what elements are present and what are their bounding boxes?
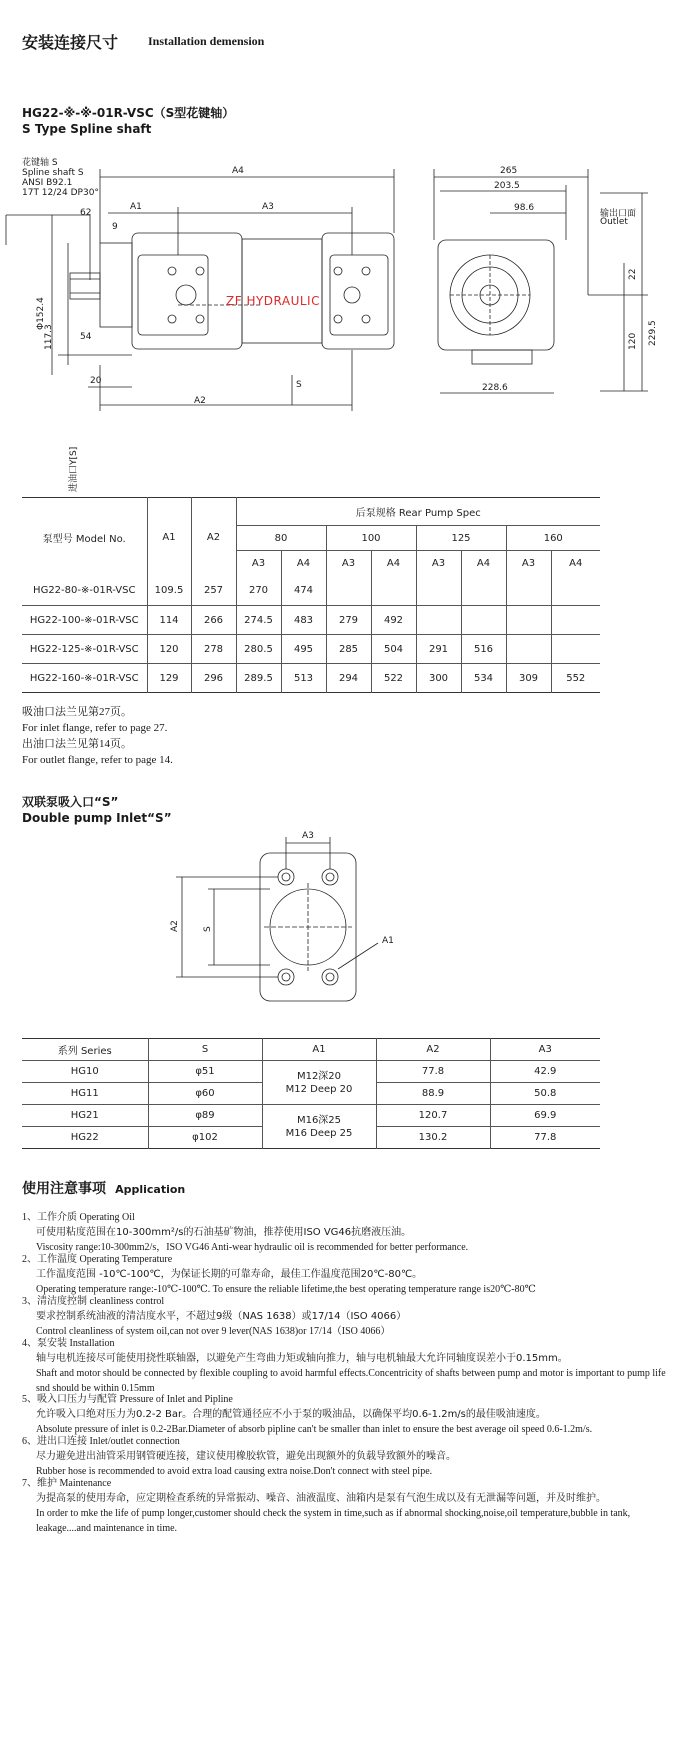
header-model: 泵型号 Model No. — [22, 498, 147, 577]
value-cell: 291 — [416, 635, 461, 664]
value-cell: 279 — [326, 606, 371, 635]
s-cell: φ60 — [148, 1083, 262, 1105]
application-item — [22, 1294, 682, 1339]
header-a1: A1 — [147, 498, 191, 577]
model-cell: HG22-160-※-01R-VSC — [22, 664, 147, 693]
watermark: ZF HYDRAULIC — [226, 294, 320, 308]
a1-line: M16 Deep 25 — [285, 1127, 353, 1139]
inlet-title-en: Double pump Inlet“S” — [22, 811, 172, 825]
page-title-cn: 安装连接尺寸 — [22, 33, 119, 52]
item-head: 7、维护 Maintenance — [22, 1478, 112, 1489]
value-cell — [461, 606, 506, 635]
outlet-label-en: Outlet — [600, 217, 628, 227]
sub-header: A3 — [326, 551, 371, 577]
item-en: Absolute pressure of inlet is 0.2-2Bar.Diameter of absorb pipline can't be smaller than inlet to ensure the best average oil speed 0.6-1.2m/s. — [36, 1424, 593, 1435]
value-cell — [506, 577, 551, 606]
series-header: 系列 Series — [22, 1039, 148, 1061]
series-cell: HG21 — [22, 1105, 148, 1127]
a2-cell: 88.9 — [376, 1083, 490, 1105]
value-cell: 516 — [461, 635, 506, 664]
model-table-body — [22, 577, 600, 693]
item-cn: 允许吸入口绝对压力为0.2-2 Bar。合理的配管通径应不小于泵的吸油品，以确保平均0.6-1.2m/s的最佳吸油速度。 — [36, 1409, 546, 1420]
series-cell: HG10 — [22, 1061, 148, 1083]
spline-note-line: 花键轴 S — [22, 158, 58, 168]
dim-22: 22 — [628, 268, 638, 280]
item-en: Shaft and motor should be connected by flexible coupling to avoid harmful effects.Concentricity of shafts between pump and motor is important to pump life snd should be within 0.15mm — [36, 1368, 666, 1394]
inlet-flange-drawing — [160, 825, 420, 1015]
model-cell: HG22-80-※-01R-VSC — [22, 577, 147, 606]
item-cn: 工作温度范围 -10℃-100℃，为保证长期的可靠寿命，最佳工作温度范围20℃-80℃。 — [36, 1269, 423, 1280]
dim-229-5: 229.5 — [648, 320, 658, 346]
value-cell — [416, 606, 461, 635]
value-cell — [371, 577, 416, 606]
value-cell: 266 — [191, 606, 236, 635]
dim-228-6: 228.6 — [482, 383, 508, 393]
dim-117: 117.3 — [44, 324, 54, 350]
series-cell: HG22 — [22, 1127, 148, 1149]
application-heading — [22, 1178, 185, 1198]
application-item — [22, 1434, 682, 1479]
note-line: 出油口法兰见第14页。 — [22, 738, 132, 750]
model-cell: HG22-100-※-01R-VSC — [22, 606, 147, 635]
value-cell — [506, 606, 551, 635]
item-head: 1、工作介质 Operating Oil — [22, 1212, 135, 1223]
value-cell: 483 — [281, 606, 326, 635]
sub-header: A3 — [506, 551, 551, 577]
value-cell: 522 — [371, 664, 416, 693]
spline-note-line: 17T 12/24 DP30° — [22, 188, 99, 198]
value-cell: 285 — [326, 635, 371, 664]
a2-cell: 77.8 — [376, 1061, 490, 1083]
item-cn: 要求控制系统油液的清洁度水平，不超过9级（NAS 1638）或17/14（ISO 4066） — [36, 1311, 407, 1322]
application-item — [22, 1252, 682, 1297]
dim-98-6: 98.6 — [514, 203, 535, 213]
inlet-dim-a2: A2 — [170, 920, 180, 932]
a2-cell: 120.7 — [376, 1105, 490, 1127]
value-cell: 296 — [191, 664, 236, 693]
value-cell: 492 — [371, 606, 416, 635]
model-line: HG22-※-※-01R-VSC（S型花键轴） — [22, 106, 235, 120]
dim-a3: A3 — [262, 202, 274, 212]
dim-265: 265 — [500, 166, 518, 176]
s-cell: φ89 — [148, 1105, 262, 1127]
item-en: In order to mke the life of pump longer,customer should check the system in time,such as if abnormal shocking,noise,oil temperature,bubble in tank, leakage....and maintenance in time. — [36, 1508, 631, 1534]
value-cell: 257 — [191, 577, 236, 606]
table-row — [22, 664, 600, 693]
a1-line: M16深25 — [296, 1114, 342, 1126]
value-cell — [326, 577, 371, 606]
application-title-en: Application — [115, 1183, 186, 1196]
model-sub: S Type Spline shaft — [22, 122, 152, 136]
value-cell — [461, 577, 506, 606]
value-cell: 280.5 — [236, 635, 281, 664]
value-cell: 504 — [371, 635, 416, 664]
dim-diameter: Φ152.4 — [36, 297, 46, 330]
dim-54: 54 — [80, 332, 92, 342]
a1-cell — [262, 1105, 376, 1149]
inlet-dim-s: S — [203, 926, 213, 932]
value-cell: 274.5 — [236, 606, 281, 635]
table-row — [22, 606, 600, 635]
s-cell: φ102 — [148, 1127, 262, 1149]
flange-notes — [22, 704, 173, 768]
value-cell: 278 — [191, 635, 236, 664]
spec-group: 125 — [416, 526, 506, 551]
dim-s: S — [296, 380, 302, 390]
inlet-y-label: 进油口Y[S] — [69, 446, 79, 492]
sub-header: A4 — [281, 551, 326, 577]
application-title-cn: 使用注意事项 — [22, 1181, 106, 1197]
value-cell: 495 — [281, 635, 326, 664]
table-row — [22, 635, 600, 664]
inlet-dim-a3: A3 — [302, 831, 314, 841]
spline-note — [22, 158, 99, 198]
item-cn: 可使用粘度范围在10-300mm²/s的石油基矿物油，推荐使用ISO VG46抗磨液压油。 — [36, 1227, 412, 1238]
a1-line: M12深20 — [296, 1070, 342, 1082]
a1-line: M12 Deep 20 — [285, 1083, 353, 1095]
value-cell — [551, 606, 600, 635]
dim-203-5: 203.5 — [494, 181, 520, 191]
item-head: 5、吸入口压力与配管 Pressure of Inlet and Pipline — [22, 1394, 233, 1405]
a1-cell — [262, 1061, 376, 1105]
dim-9: 9 — [112, 222, 118, 232]
model-cell: HG22-125-※-01R-VSC — [22, 635, 147, 664]
application-item — [22, 1210, 682, 1255]
spec-group: 160 — [506, 526, 600, 551]
note-line: 吸油口法兰见第27页。 — [22, 706, 132, 718]
value-cell: 300 — [416, 664, 461, 693]
inlet-dim-a1: A1 — [382, 936, 394, 946]
a3-header: A3 — [490, 1039, 600, 1061]
sub-header: A3 — [416, 551, 461, 577]
sub-header: A4 — [461, 551, 506, 577]
application-item — [22, 1336, 682, 1396]
dim-62: 62 — [80, 208, 92, 218]
item-cn: 为提高泵的使用寿命，应定期检查系统的异常振动、噪音、油液温度、油箱内是泵有气泡生成以及有无泄漏等问题，并及时维护。 — [36, 1493, 606, 1504]
item-en: Control cleanliness of system oil,can not over 9 lever(NAS 1638)or 17/14（ISO 4066） — [36, 1326, 391, 1337]
value-cell: 270 — [236, 577, 281, 606]
value-cell: 534 — [461, 664, 506, 693]
spec-group: 100 — [326, 526, 416, 551]
s-header: S — [148, 1039, 262, 1061]
value-cell: 294 — [326, 664, 371, 693]
series-cell: HG11 — [22, 1083, 148, 1105]
sub-header: A4 — [569, 558, 583, 570]
application-item — [22, 1476, 682, 1536]
item-en: Rubber hose is recommended to avoid extra load causing extra noise.Don't connect with steel pipe. — [36, 1466, 433, 1477]
value-cell: 114 — [147, 606, 191, 635]
value-cell: 474 — [281, 577, 326, 606]
outlet-label-cn: 输出口面 — [600, 209, 637, 219]
inlet-title-cn: 双联泵吸入口“S” — [22, 795, 119, 809]
inlet-series-table — [22, 1038, 600, 1149]
item-head: 3、清洁度控制 cleanliness control — [22, 1296, 165, 1307]
dim-120: 120 — [628, 332, 638, 350]
dim-a4: A4 — [232, 166, 244, 176]
value-cell: 513 — [281, 664, 326, 693]
header-a2: A2 — [191, 498, 236, 577]
item-head: 6、进出口连接 Inlet/outlet connection — [22, 1436, 180, 1447]
a3-cell: 77.8 — [534, 1132, 557, 1143]
item-head: 4、泵安装 Installation — [22, 1338, 115, 1349]
table-row — [22, 577, 600, 606]
spec-group: 80 — [236, 526, 326, 551]
a2-cell: 130.2 — [376, 1127, 490, 1149]
a3-cell: 50.8 — [490, 1083, 600, 1105]
installation-drawing — [0, 155, 700, 495]
item-cn: 尽力避免进出油管采用钢管硬连接，建议使用橡胶软管，避免出现额外的负载导致额外的噪音。 — [36, 1451, 456, 1462]
sub-header: A4 — [371, 551, 416, 577]
application-item — [22, 1392, 682, 1437]
item-en: Operating temperature range:-10℃-100℃. To ensure the reliable lifetime,the best operating temperature range is20℃-80℃ — [36, 1284, 536, 1295]
model-dimension-table — [22, 497, 600, 693]
sub-header: A3 — [236, 551, 281, 577]
item-cn: 轴与电机连接尽可能使用挠性联轴器，以避免产生弯曲力矩或轴向推力，轴与电机轴最大允许同轴度误差小于0.15mm。 — [36, 1353, 568, 1364]
value-cell — [551, 577, 600, 606]
spline-note-line: Spline shaft S — [22, 168, 84, 178]
value-cell — [506, 635, 551, 664]
value-cell — [416, 577, 461, 606]
spline-note-line: ANSI B92.1 — [22, 178, 73, 188]
dim-a1: A1 — [130, 202, 142, 212]
s-cell: φ51 — [148, 1061, 262, 1083]
value-cell: 552 — [566, 672, 586, 684]
value-cell: 309 — [506, 664, 551, 693]
a3-cell: 42.9 — [490, 1061, 600, 1083]
value-cell — [551, 635, 600, 664]
item-en: Viscosity range:10-300mm2/s，ISO VG46 Anti-wear hydraulic oil is recommended for better performance. — [36, 1242, 469, 1253]
value-cell: 109.5 — [147, 577, 191, 606]
value-cell: 289.5 — [236, 664, 281, 693]
value-cell: 120 — [147, 635, 191, 664]
header-rear-spec: 后泵规格 Rear Pump Spec — [236, 498, 600, 526]
a3-cell: 69.9 — [490, 1105, 600, 1127]
a1-header: A1 — [262, 1039, 376, 1061]
dim-a2: A2 — [194, 396, 206, 406]
page-title-en: Installation demension — [148, 34, 265, 48]
item-head: 2、工作温度 Operating Temperature — [22, 1254, 173, 1265]
note-line: For inlet flange, refer to page 27. — [22, 722, 168, 734]
a2-header: A2 — [376, 1039, 490, 1061]
value-cell: 129 — [147, 664, 191, 693]
note-line: For outlet flange, refer to page 14. — [22, 754, 173, 766]
dim-20: 20 — [90, 376, 102, 386]
